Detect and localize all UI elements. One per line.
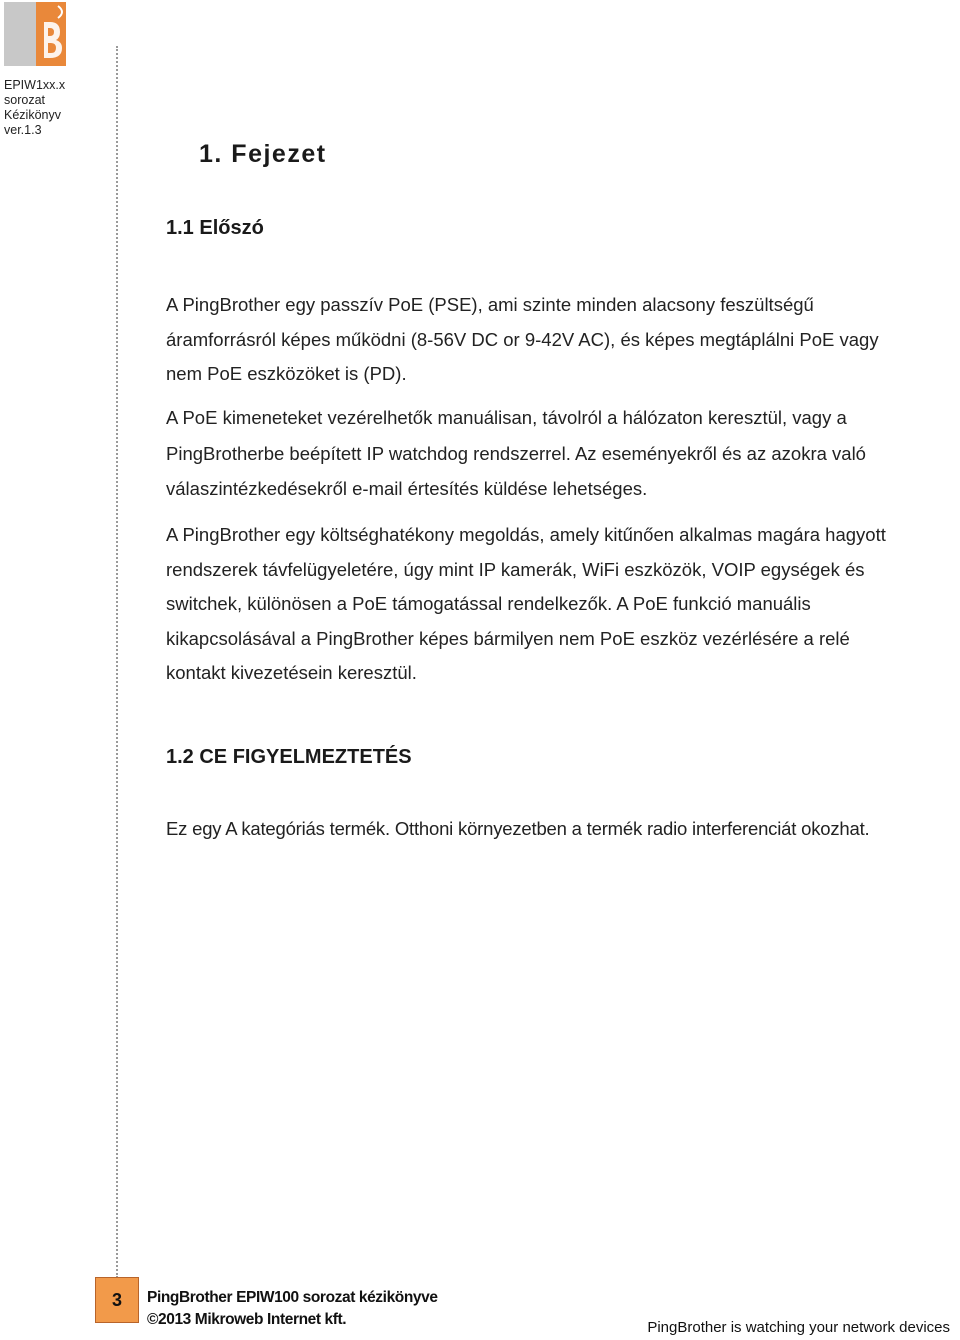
paragraph-line: kontakt kivezetésein keresztül.	[166, 662, 417, 683]
section-heading-ce-warning: 1.2 CE FIGYELMEZTETÉS	[166, 746, 412, 768]
paragraph-intro	[166, 288, 958, 392]
sidebar-line: EPIW1xx.x	[4, 78, 66, 92]
logo-gray-block	[4, 2, 36, 66]
sidebar-line: sorozat	[4, 93, 45, 107]
paragraph-line: PingBrotherbe beépített IP watchdog rendszerrel. Az eseményekről és az azokra való	[166, 442, 866, 464]
page-number-box: 3	[95, 1277, 139, 1323]
paragraph-line: switchek, különösen a PoE támogatással rendelkezők. A PoE funkció manuális	[166, 593, 811, 614]
sidebar-line: Kézikönyv	[4, 108, 61, 122]
paragraph-line: rendszerek távfelügyeletére, úgy mint IP kamerák, WiFi eszközök, VOIP egységek és	[166, 558, 865, 580]
paragraph-line: nem PoE eszközöket is (PD).	[166, 363, 407, 384]
margin-dotted-rule	[116, 46, 118, 1278]
paragraph-line: áramforrásról képes működni (8-56V DC or 9-42V AC), és képes megtáplálni PoE vagy	[166, 328, 879, 350]
sidebar-product-info	[4, 78, 65, 138]
paragraph-line: Ez egy A kategóriás termék. Otthoni környezetben a termék radio interferenciát okozhat.	[166, 818, 870, 839]
paragraph-line: válaszintézkedésekről e-mail értesítés küldése lehetséges.	[166, 478, 648, 499]
footer-tagline: PingBrother is watching your network devices	[647, 1319, 950, 1336]
footer-manual-title: PingBrother EPIW100 sorozat kézikönyve	[147, 1289, 438, 1306]
paragraph-line: A PingBrother egy költséghatékony megoldás, amely kitűnően alkalmas magára hagyott	[166, 524, 886, 545]
footer-copyright: ©2013 Mikroweb Internet kft.	[147, 1311, 347, 1328]
logo-letter-b-upper-counter	[48, 28, 54, 36]
paragraph-line: A PoE kimeneteket vezérelhetők manuálisan, távolról a hálózaton keresztül, vagy a	[166, 407, 847, 428]
paragraph-cost-effective	[166, 518, 958, 691]
logo-letter-b-lower-counter	[48, 43, 56, 53]
paragraph-line: kikapcsolásával a PingBrother képes bármilyen nem PoE eszköz vezérlésére a relé	[166, 627, 850, 649]
sidebar-line: ver.1.3	[4, 123, 42, 137]
paragraph-line: A PingBrother egy passzív PoE (PSE), ami szinte minden alacsony feszültségű	[166, 294, 814, 315]
company-logo	[4, 2, 68, 66]
section-heading-foreword: 1.1 Előszó	[166, 217, 264, 239]
paragraph-poe-control	[166, 400, 958, 507]
chapter-title: 1. Fejezet	[199, 140, 327, 168]
paragraph-ce-warning	[166, 816, 958, 842]
footer-publication-info	[147, 1287, 438, 1331]
